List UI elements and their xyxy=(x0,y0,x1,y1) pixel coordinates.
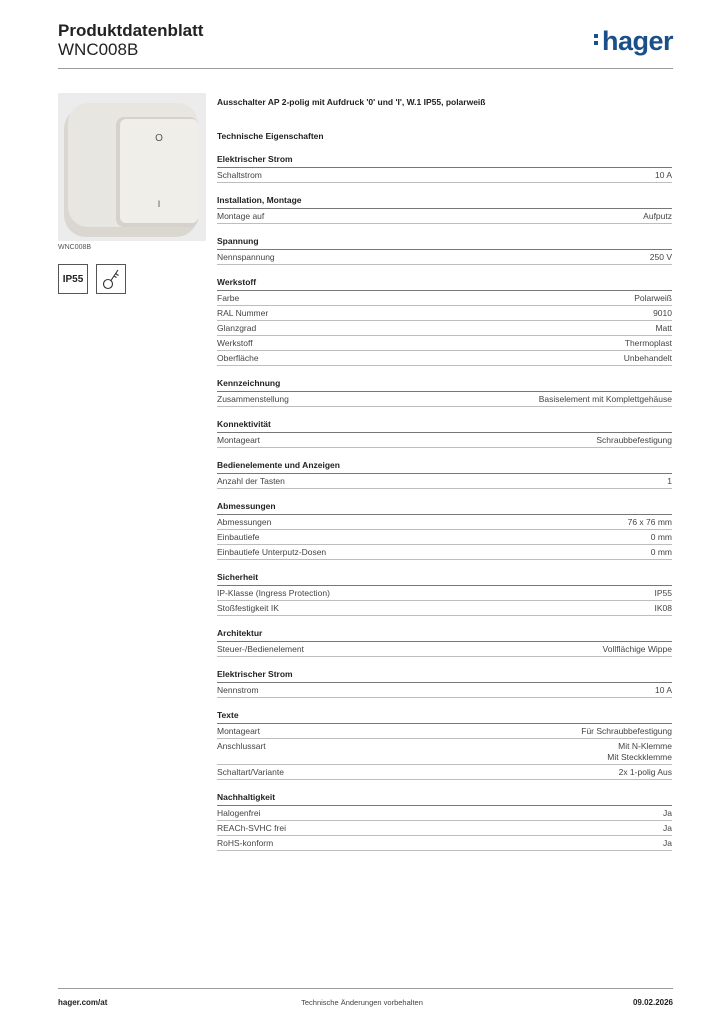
spec-label: Oberfläche xyxy=(217,353,259,363)
spec-value xyxy=(667,476,672,487)
section-title: Bedienelemente und Anzeigen xyxy=(217,460,672,474)
spec-value xyxy=(607,741,672,763)
spec-label: Einbautiefe Unterputz-Dosen xyxy=(217,547,327,557)
spec-label: Einbautiefe xyxy=(217,532,260,542)
product-code: WNC008B xyxy=(58,40,139,59)
spec-value xyxy=(581,726,672,737)
section-title: Spannung xyxy=(217,236,672,250)
spec-value xyxy=(663,808,672,819)
spec-value-line: Ja xyxy=(663,838,672,848)
spec-row xyxy=(217,724,672,739)
spec-value-line: 76 x 76 mm xyxy=(627,517,672,527)
spec-row xyxy=(217,765,672,780)
section-title: Sicherheit xyxy=(217,572,672,586)
spec-value-line: Für Schraubbefestigung xyxy=(581,726,672,736)
spec-value-line: 250 V xyxy=(649,252,672,262)
spec-label: RAL Nummer xyxy=(217,308,269,318)
key-icon-graphic xyxy=(100,267,122,291)
spec-section xyxy=(217,195,672,224)
spec-value xyxy=(625,338,672,349)
section-title: Werkstoff xyxy=(217,277,672,291)
spec-value xyxy=(634,293,672,304)
header-divider xyxy=(58,68,673,69)
spec-label: Schaltart/Variante xyxy=(217,767,284,777)
spec-label: RoHS-konform xyxy=(217,838,274,848)
spec-value-line: 10 A xyxy=(654,685,672,695)
spec-row xyxy=(217,806,672,821)
spec-value xyxy=(603,644,672,655)
spec-content xyxy=(217,97,672,851)
section-title: Architektur xyxy=(217,628,672,642)
tech-heading: Technische Eigenschaften xyxy=(217,131,324,141)
spec-section xyxy=(217,154,672,183)
footer-website[interactable]: hager.com/at xyxy=(58,998,108,1007)
spec-section xyxy=(217,501,672,560)
spec-value-line: 0 mm xyxy=(650,532,672,542)
spec-label: Farbe xyxy=(217,293,240,303)
spec-row xyxy=(217,209,672,224)
spec-row xyxy=(217,336,672,351)
spec-value-line: Aufputz xyxy=(643,211,672,221)
spec-value-line: Ja xyxy=(663,808,672,818)
footer-notice: Technische Änderungen vorbehalten xyxy=(301,998,423,1007)
spec-label: Montageart xyxy=(217,435,260,445)
spec-row xyxy=(217,306,672,321)
spec-value-line: 9010 xyxy=(653,308,672,318)
spec-value-line: Mit N-Klemme xyxy=(618,741,672,751)
spec-label: Abmessungen xyxy=(217,517,272,527)
image-caption: WNC008B xyxy=(58,244,92,251)
spec-row xyxy=(217,433,672,448)
spec-row xyxy=(217,250,672,265)
spec-value-line: Basiselement mit Komplettgehäuse xyxy=(538,394,672,404)
spec-label: Glanzgrad xyxy=(217,323,257,333)
spec-row xyxy=(217,392,672,407)
ip55-badge: IP55 xyxy=(58,264,88,294)
spec-value xyxy=(650,252,672,263)
spec-value xyxy=(624,353,672,364)
spec-sections xyxy=(217,154,672,851)
spec-value xyxy=(643,211,672,222)
spec-value-line: Schraubbefestigung xyxy=(596,435,672,445)
spec-row xyxy=(217,351,672,366)
spec-row xyxy=(217,836,672,851)
spec-label: Anschlussart xyxy=(217,741,266,751)
spec-section xyxy=(217,236,672,265)
spec-value xyxy=(663,838,672,849)
spec-value xyxy=(663,823,672,834)
spec-row xyxy=(217,530,672,545)
spec-value xyxy=(651,532,672,543)
spec-value xyxy=(619,767,672,778)
section-title: Nachhaltigkeit xyxy=(217,792,672,806)
spec-value xyxy=(655,588,673,599)
spec-value xyxy=(596,435,672,446)
spec-section xyxy=(217,792,672,851)
product-description: Ausschalter AP 2-polig mit Aufdruck '0' und 'I', W.1 IP55, polarweiß xyxy=(217,97,486,107)
section-title: Texte xyxy=(217,710,672,724)
spec-value xyxy=(539,394,672,405)
spec-value-line: Polarweiß xyxy=(634,293,672,303)
spec-row xyxy=(217,821,672,836)
spec-label: Steuer-/Bedienelement xyxy=(217,644,304,654)
spec-section xyxy=(217,628,672,657)
spec-label: Montage auf xyxy=(217,211,265,221)
section-title: Elektrischer Strom xyxy=(217,154,672,168)
spec-row xyxy=(217,291,672,306)
spec-value-line: Unbehandelt xyxy=(623,353,672,363)
spec-row xyxy=(217,739,672,765)
spec-label: Nennspannung xyxy=(217,252,275,262)
switch-symbol-on: I xyxy=(157,199,161,209)
spec-value xyxy=(655,603,673,614)
section-title: Abmessungen xyxy=(217,501,672,515)
spec-value xyxy=(651,547,672,558)
hager-logo xyxy=(594,26,673,57)
switch-illustration xyxy=(58,93,206,241)
spec-section xyxy=(217,277,672,366)
spec-label: Werkstoff xyxy=(217,338,253,348)
logo-dots xyxy=(594,31,600,48)
spec-row xyxy=(217,545,672,560)
spec-value-line: Vollflächige Wippe xyxy=(602,644,672,654)
footer-divider xyxy=(58,988,673,989)
section-title: Elektrischer Strom xyxy=(217,669,672,683)
spec-value xyxy=(653,308,672,319)
spec-value-line: 0 mm xyxy=(650,547,672,557)
spec-value-line: Ja xyxy=(663,823,672,833)
spec-row xyxy=(217,474,672,489)
spec-label: Montageart xyxy=(217,726,260,736)
section-title: Installation, Montage xyxy=(217,195,672,209)
spec-row xyxy=(217,515,672,530)
spec-value-line: IK08 xyxy=(654,603,672,613)
section-title: Kennzeichnung xyxy=(217,378,672,392)
spec-section xyxy=(217,572,672,616)
spec-value-line: IP55 xyxy=(654,588,672,598)
spec-label: Anzahl der Tasten xyxy=(217,476,285,486)
spec-label: Zusammenstellung xyxy=(217,394,289,404)
spec-label: REACh-SVHC frei xyxy=(217,823,286,833)
spec-value-line: Mit Steckklemme xyxy=(607,752,672,762)
section-title: Konnektivität xyxy=(217,419,672,433)
spec-value xyxy=(655,323,672,334)
spec-row xyxy=(217,168,672,183)
spec-label: Stoßfestigkeit IK xyxy=(217,603,279,613)
page-title: Produktdatenblatt xyxy=(58,21,204,40)
logo-text: hager xyxy=(601,26,673,56)
spec-row xyxy=(217,642,672,657)
spec-section xyxy=(217,669,672,698)
product-image xyxy=(58,93,206,241)
spec-row xyxy=(217,586,672,601)
spec-value xyxy=(655,170,672,181)
spec-section xyxy=(217,378,672,407)
spec-row xyxy=(217,601,672,616)
spec-section xyxy=(217,460,672,489)
spec-value xyxy=(628,517,672,528)
spec-label: Schaltstrom xyxy=(217,170,262,180)
spec-section xyxy=(217,710,672,780)
spec-value-line: 1 xyxy=(667,476,672,486)
spec-value-line: Matt xyxy=(655,323,672,333)
spec-value-line: 10 A xyxy=(654,170,672,180)
switch-symbol-off: O xyxy=(155,133,163,144)
spec-value-line: Thermoplast xyxy=(624,338,672,348)
spec-label: Nennstrom xyxy=(217,685,259,695)
spec-label: Halogenfrei xyxy=(217,808,261,818)
spec-section xyxy=(217,419,672,448)
spec-value xyxy=(655,685,672,696)
spec-label: IP-Klasse (Ingress Protection) xyxy=(217,588,330,598)
spec-row xyxy=(217,683,672,698)
key-icon xyxy=(96,264,126,294)
footer-date: 09.02.2026 xyxy=(632,998,673,1007)
spec-row xyxy=(217,321,672,336)
spec-value-line: 2x 1-polig Aus xyxy=(618,767,672,777)
